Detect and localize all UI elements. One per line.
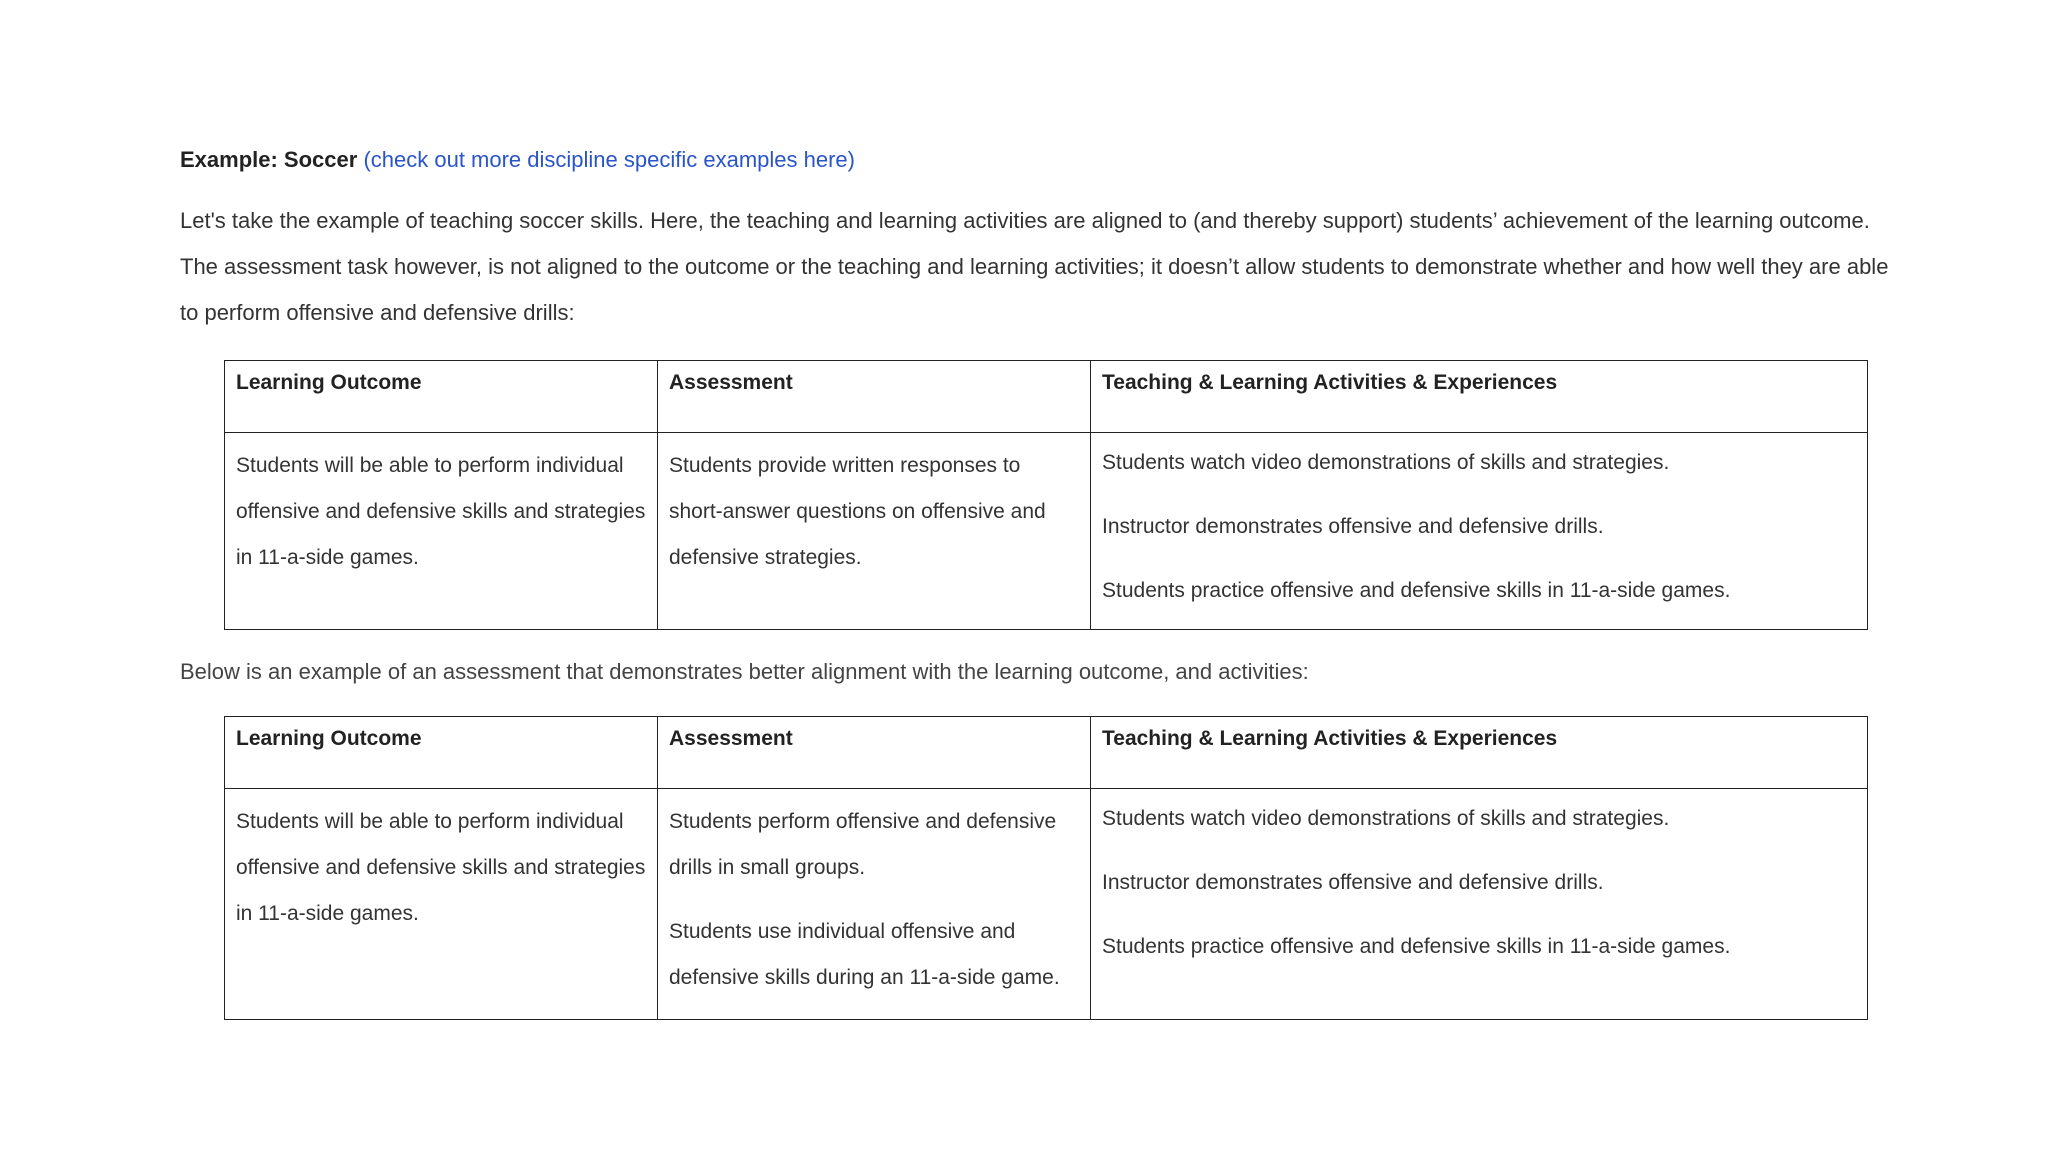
cell-activities [1091,789,1868,1020]
intro-paragraph: Let's take the example of teaching soccer skills. Here, the teaching and learning activities are aligned to (and thereby support) students’ achievement of the learning outcome. The assessment task however, is not aligned to the outcome or the teaching and learning activities; it doesn’t allow students to demonstrate whether and how well they are able to perform offensive and defensive drills: [180,208,1889,325]
discipline-examples-link[interactable]: (check out more discipline specific examples here) [363,147,855,172]
alignment-table-misaligned [224,360,1868,630]
table-row [225,789,1868,1020]
cell-learning-outcome: Students will be able to perform individual offensive and defensive skills and strategies in 11-a-side games. [225,789,658,1020]
activity-item: Students watch video demonstrations of skills and strategies. [1102,807,1670,830]
activity-item: Instructor demonstrates offensive and defensive drills. [1102,515,1604,538]
assessment-item: Students provide written responses to short-answer questions on offensive and defensive strategies. [669,454,1046,569]
alignment-table-aligned [224,716,1868,1020]
header-activities: Teaching & Learning Activities & Experiences [1091,361,1868,433]
table-header-row [225,717,1868,789]
header-activities: Teaching & Learning Activities & Experiences [1091,717,1868,789]
activity-item: Instructor demonstrates offensive and defensive drills. [1102,871,1604,894]
document-content [180,140,1900,1020]
activity-item: Students watch video demonstrations of skills and strategies. [1102,451,1670,474]
cell-assessment [658,789,1091,1020]
header-learning-outcome: Learning Outcome [225,361,658,433]
example-label: Example: Soccer [180,147,358,172]
cell-activities [1091,433,1868,630]
assessment-item: Students perform offensive and defensive drills in small groups. [669,810,1057,879]
table-row [225,433,1868,630]
header-learning-outcome: Learning Outcome [225,717,658,789]
header-assessment: Assessment [658,717,1091,789]
middle-paragraph: Below is an example of an assessment that demonstrates better alignment with the learning outcome, and activities: [180,659,1309,684]
assessment-item: Students use individual offensive and defensive skills during an 11-a-side game. [669,920,1060,989]
activity-item: Students practice offensive and defensive skills in 11-a-side games. [1102,579,1731,602]
example-heading [180,140,1900,180]
cell-assessment [658,433,1091,630]
activity-item: Students practice offensive and defensive skills in 11-a-side games. [1102,935,1731,958]
header-assessment: Assessment [658,361,1091,433]
table-header-row [225,361,1868,433]
cell-learning-outcome: Students will be able to perform individual offensive and defensive skills and strategies in 11-a-side games. [225,433,658,630]
